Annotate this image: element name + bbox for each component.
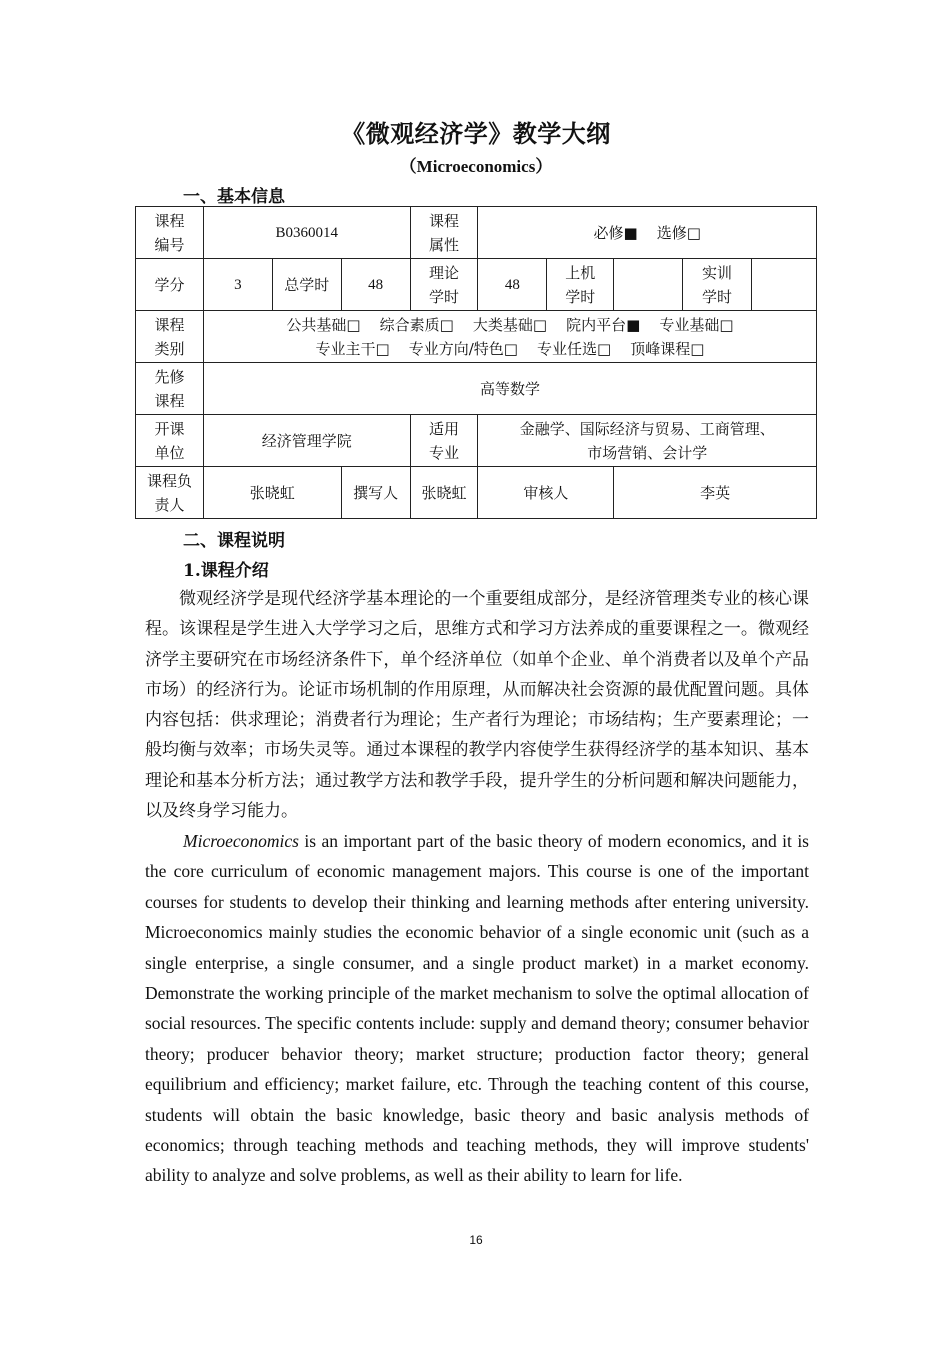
course-category-label [136,311,204,363]
course-code-label-l2: 编号 [154,235,185,254]
course-attr-label [410,207,478,259]
unit-value: 经济管理学院 [203,415,410,467]
owner-l1: 课程负 [146,471,192,490]
subsection-heading-course-intro: 1.课程介绍 [183,561,269,581]
reviewer-label: 审核人 [478,467,614,519]
computer-hours-label [547,259,614,311]
major-label [410,415,478,467]
table-row [136,259,817,311]
course-category-value [203,311,816,363]
intro-en-text: is an important part of the basic theory of modern economics, and it is the core curriculum of economic management majors. This course is one of the important courses for students to develop their thinking and learning methods after entering university. Microeconomics mainly studies the economic behavior of a single economic unit (such as a single enterprise, a single consumer, and a single product market) in a market economy. Demonstrate the working principle of the market mechanism to solve the optimal allocation of social resources. The specific contents include: supply and demand theory; consumer behavior theory; producer behavior theory; market structure; production factor theory; general equilibrium and efficiency; market failure, etc. Through the teaching content of this course, students will obtain the basic knowledge, basic theory and basic analysis methods of economics; through teaching methods and teaching methods, they will improve students' ability to analyze and solve problems, as well as their ability to learn for life. [145,831,809,1186]
owner-value: 张晓虹 [203,467,341,519]
table-row [136,363,817,415]
document-title: 《微观经济学》教学大纲 [341,119,611,148]
total-hours-label: 总学时 [272,259,341,311]
computer-l1: 上机 [565,263,596,282]
credit-value: 3 [203,259,272,311]
intro-paragraph-zh: 微观经济学是现代经济学基本理论的一个重要组成部分，是经济管理类专业的核心课程。该课程是学生进入大学学习之后，思维方式和学习方法养成的重要课程之一。微观经济学主要研究在市场经济条件下，单个经济单位（如单个企业、单个消费者以及单个产品市场）的经济行为。论证市场机制的作用原理，从而解决社会资源的最优配置问题。具体内容包括：供求理论；消费者行为理论；生产者行为理论；市场结构；生产要素理论；一般均衡与效率；市场失灵等。通过本课程的教学内容使学生获得经济学的基本知识、基本理论和基本分析方法；通过教学方法和教学手段，提升学生的分析问题和解决问题能力，以及终身学习能力。 [145,589,809,822]
intro-paragraph-en [145,826,809,1191]
theory-l2: 学时 [429,287,460,306]
writer-label: 撰写人 [341,467,410,519]
owner-label [136,467,204,519]
table-row [136,311,817,363]
document-subtitle: （Microeconomics） [399,157,553,176]
intro-en-italic-term: Microeconomics [183,831,299,851]
practice-l2: 学时 [702,287,733,306]
owner-l2: 责人 [154,495,185,514]
category-l1: 课程 [154,315,185,334]
theory-hours-label [410,259,478,311]
unit-label [136,415,204,467]
page-number: 16 [469,1233,483,1247]
major-value: 金融学、国际经济与贸易、工商管理、 市场营销、会计学 [478,415,817,467]
course-code-label [136,207,204,259]
table-row [136,207,817,259]
course-attr-value: 必修■ 选修□ [478,207,817,259]
table-row [136,467,817,519]
unit-l2: 单位 [154,443,185,462]
section-heading-course-description: 二、课程说明 [183,531,285,551]
writer-value: 张晓虹 [410,467,478,519]
prereq-l1: 先修 [154,367,185,386]
computer-hours-value [614,259,683,311]
theory-hours-value: 48 [478,259,547,311]
prereq-label [136,363,204,415]
major-l2: 专业 [429,443,460,462]
theory-l1: 理论 [429,263,460,282]
course-attr-label-l1: 课程 [429,211,460,230]
practice-l1: 实训 [702,263,733,282]
category-l2: 类别 [154,339,185,358]
practice-hours-value [752,259,817,311]
section-heading-basic-info: 一、基本信息 [183,187,285,207]
table-row [136,415,817,467]
reviewer-value: 李英 [614,467,817,519]
practice-hours-label [683,259,752,311]
course-attr-label-l2: 属性 [429,235,460,254]
prereq-l2: 课程 [154,391,185,410]
credit-label: 学分 [136,259,204,311]
computer-l2: 学时 [565,287,596,306]
course-code-label-l1: 课程 [154,211,185,230]
basic-info-table [135,206,817,519]
major-l1: 适用 [429,419,460,438]
total-hours-value: 48 [341,259,410,311]
category-line-2: 专业主干□ 专业方向/特色□ 专业任选□ 顶峰课程□ [315,339,705,358]
category-line-1: 公共基础□ 综合素质□ 大类基础□ 院内平台■ 专业基础□ [286,315,734,334]
course-code-value: B0360014 [203,207,410,259]
prereq-value: 高等数学 [203,363,816,415]
unit-l1: 开课 [154,419,185,438]
